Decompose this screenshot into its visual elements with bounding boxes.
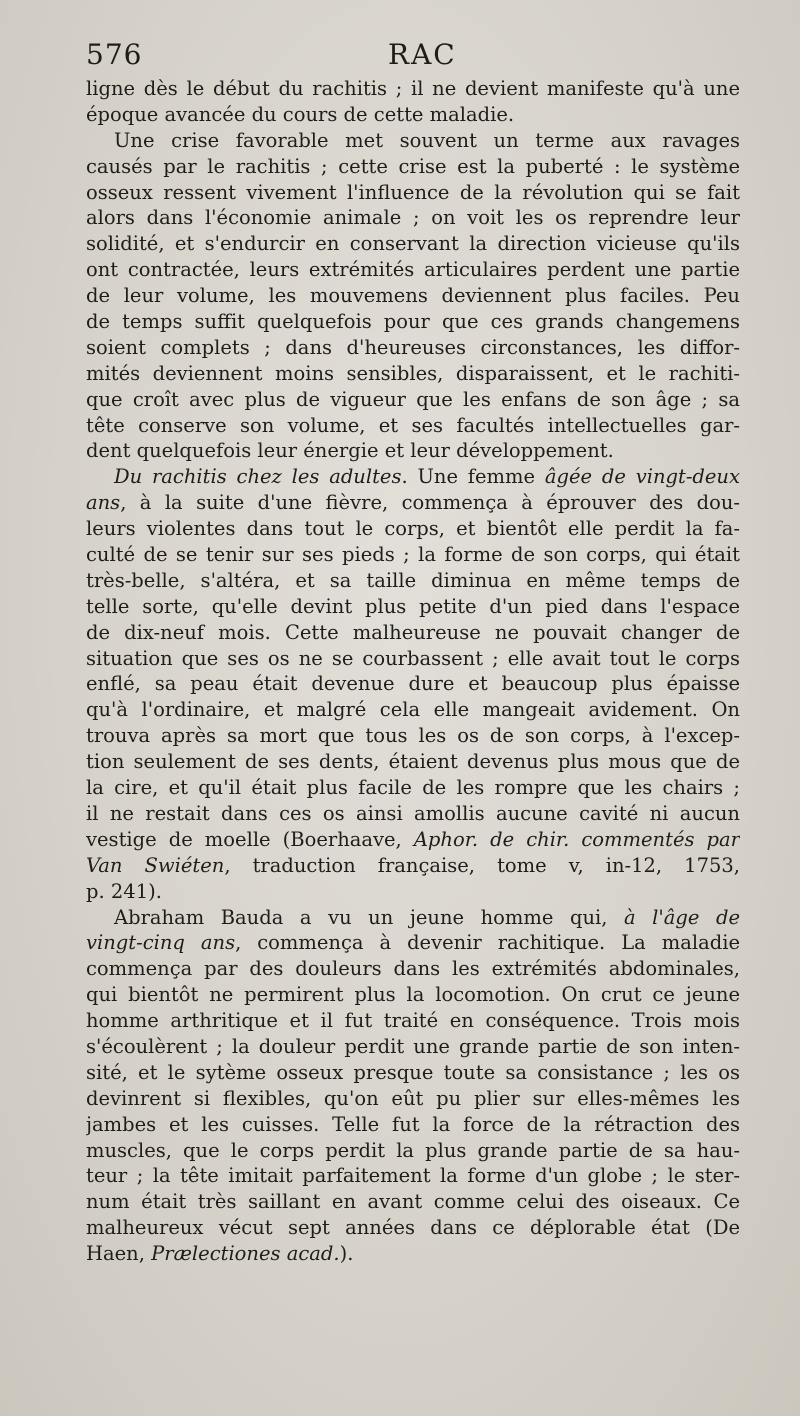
- text-line: devinrent si flexibles, qu'on eût pu plier sur elles-mêmes les: [86, 1086, 740, 1110]
- text-line: commença par des douleurs dans les extrémités abdominales,: [86, 957, 740, 981]
- text-line: solidité, et s'endurcir en conservant la direction vicieuse qu'ils: [86, 232, 740, 256]
- text-segment: , commença à devenir rachitique. La maladie: [235, 931, 740, 955]
- text-line: [86, 853, 740, 879]
- text-line: osseux ressent vivement l'influence de la révolution qui se fait: [86, 180, 740, 204]
- text-line: qui bientôt ne permirent plus la locomotion. On crut ce jeune: [86, 983, 740, 1007]
- text-line: Une crise favorable met souvent un terme aux ravages: [114, 128, 740, 152]
- text-segment: , à la suite d'une fièvre, commença à éprouver des dou-: [120, 491, 740, 515]
- text-line: num était très saillant en avant comme celui des oiseaux. Ce: [86, 1190, 740, 1214]
- text-segment: ).: [339, 1242, 354, 1266]
- text-line: que croît avec plus de vigueur que les enfans de son âge ; sa: [86, 387, 740, 411]
- italic-text: ans: [86, 491, 121, 515]
- italic-text: Du rachitis chez les adultes: [114, 465, 402, 489]
- italic-text: Aphor. de chir. commentés par: [413, 827, 740, 851]
- text-line: tête conserve son volume, et ses facultés intellectuelles gar-: [86, 413, 740, 437]
- text-line: [86, 905, 740, 931]
- page-header: [86, 38, 746, 78]
- text-line: [86, 930, 740, 956]
- text-line: [86, 464, 740, 490]
- text-line: s'écoulèrent ; la douleur perdit une grande partie de son inten-: [86, 1034, 740, 1058]
- italic-text: Van Swiéten: [86, 853, 225, 877]
- text-line: ligne dès le début du rachitis ; il ne devient manifeste qu'à une: [86, 77, 740, 100]
- text-segment: , traduction française, tome v, in-12, 1753,: [224, 853, 740, 877]
- text-line: très-belle, s'altéra, et sa taille diminua en même temps de: [86, 568, 740, 592]
- text-line: p. 241).: [86, 879, 162, 903]
- text-line: dent quelquefois leur énergie et leur développement.: [86, 439, 614, 463]
- text-line: [86, 1241, 740, 1267]
- text-line: malheureux vécut sept années dans ce déplorable état (De: [86, 1216, 740, 1240]
- text-line: mités deviennent moins sensibles, disparaissent, et le rachiti-: [86, 361, 740, 385]
- text-line: situation que ses os ne se courbassent ; elle avait tout le corps: [86, 646, 740, 670]
- text-line: teur ; la tête imitait parfaitement la forme d'un globe ; le ster-: [86, 1164, 740, 1188]
- text-line: il ne restait dans ces os ainsi amollis aucune cavité ni aucun: [86, 801, 740, 825]
- text-line: enflé, sa peau était devenue dure et beaucoup plus épaisse: [86, 672, 740, 696]
- text-line: époque avancée du cours de cette maladie.: [86, 102, 515, 126]
- italic-text: âgée de vingt-deux: [544, 465, 740, 489]
- text-line: de leur volume, les mouvemens deviennent plus faciles. Peu: [86, 284, 740, 308]
- text-line: ont contractée, leurs extrémités articulaires perdent une partie: [86, 258, 740, 282]
- text-line: jambes et les cuisses. Telle fut la force de la rétraction des: [86, 1112, 740, 1136]
- text-line: culté de se tenir sur ses pieds ; la forme de son corps, qui était: [86, 543, 740, 567]
- text-segment: Abraham Bauda a vu un jeune homme qui,: [114, 905, 625, 929]
- text-line: leurs violentes dans tout le corps, et bientôt elle perdit la fa-: [86, 517, 740, 541]
- text-line: alors dans l'économie animale ; on voit les os reprendre leur: [86, 206, 740, 230]
- text-segment: . Une femme: [401, 465, 545, 489]
- text-line: tion seulement de ses dents, étaient devenus plus mous que de: [86, 750, 740, 774]
- body-text: [86, 76, 740, 1267]
- text-line: de dix-neuf mois. Cette malheureuse ne pouvait changer de: [86, 620, 740, 644]
- text-line: homme arthritique et il fut traité en conséquence. Trois mois: [86, 1009, 740, 1033]
- italic-text: à l'âge de: [624, 905, 740, 929]
- running-head: RAC: [388, 38, 457, 71]
- italic-text: vingt-cinq ans: [86, 931, 236, 955]
- text-line: la cire, et qu'il était plus facile de les rompre que les chairs ;: [86, 776, 740, 800]
- text-segment: vestige de moelle (Boerhaave,: [86, 827, 414, 851]
- text-line: soient complets ; dans d'heureuses circonstances, les diffor-: [86, 335, 740, 359]
- text-line: [86, 490, 740, 516]
- text-line: muscles, que le corps perdit la plus grande partie de sa hau-: [86, 1138, 740, 1162]
- text-line: de temps suffit quelquefois pour que ces grands changemens: [86, 310, 740, 334]
- text-line: telle sorte, qu'elle devint plus petite d'un pied dans l'espace: [86, 594, 740, 618]
- text-line: [86, 827, 740, 853]
- text-line: causés par le rachitis ; cette crise est la puberté : le système: [86, 154, 740, 178]
- italic-text: Prælectiones acad.: [151, 1242, 340, 1266]
- page-number: 576: [86, 38, 143, 71]
- text-segment: Haen,: [86, 1242, 152, 1266]
- text-line: trouva après sa mort que tous les os de son corps, à l'excep-: [86, 724, 740, 748]
- text-line: sité, et le sytème osseux presque toute sa consistance ; les os: [86, 1060, 740, 1084]
- text-line: qu'à l'ordinaire, et malgré cela elle mangeait avidement. On: [86, 698, 740, 722]
